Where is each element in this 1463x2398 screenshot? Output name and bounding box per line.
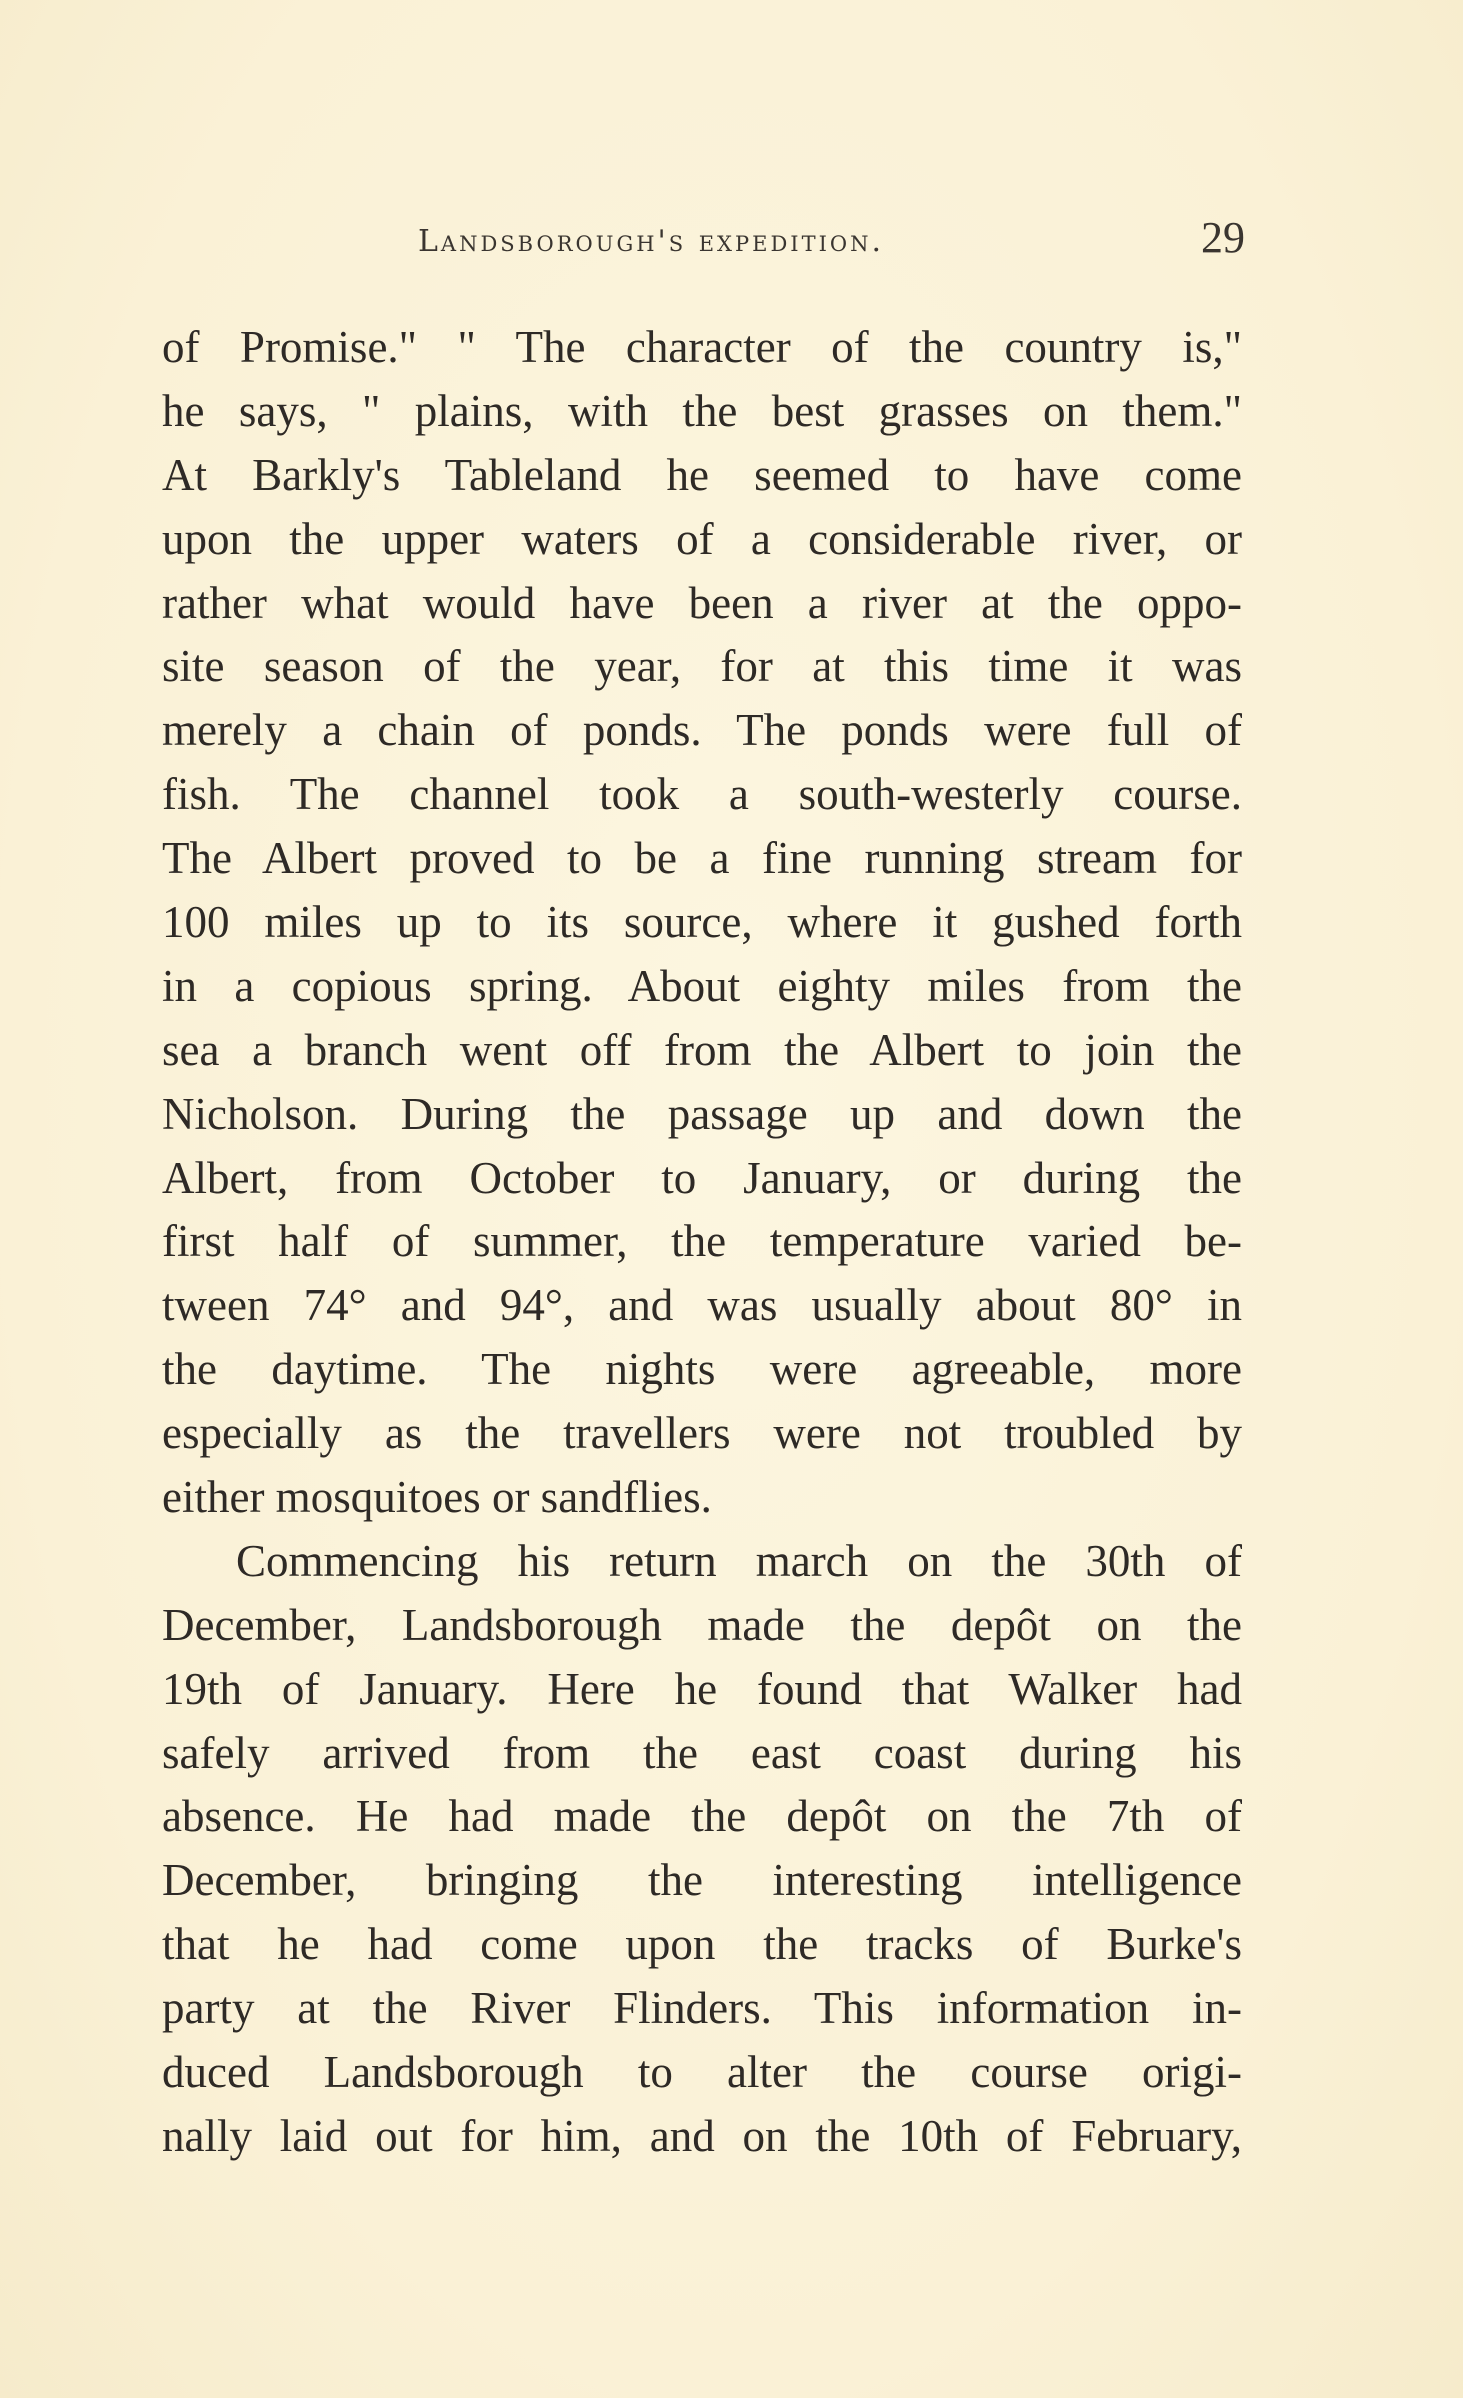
text-line: sea a branch went off from the Albert to join the xyxy=(162,1024,1242,1075)
text-line: 100 miles up to its source, where it gushed forth xyxy=(162,897,1242,948)
text-line: that he had come upon the tracks of Burke's xyxy=(162,1919,1242,1970)
running-title: Landsborough's expedition. xyxy=(418,224,885,259)
text-line: rather what would have been a river at the oppo- xyxy=(162,577,1242,628)
text-line: of Promise." " The character of the country is," xyxy=(162,322,1242,372)
body-text xyxy=(162,316,1242,2169)
text-line: absence. He had made the depôt on the 7th of xyxy=(162,1791,1242,1842)
text-line: The Albert proved to be a fine running stream for xyxy=(162,833,1242,884)
text-line: December, Landsborough made the depôt on the xyxy=(162,1599,1242,1650)
text-line: safely arrived from the east coast during his xyxy=(162,1727,1242,1778)
text-line: nally laid out for him, and on the 10th of February, xyxy=(162,2110,1242,2161)
text-line: he says, " plains, with the best grasses on them." xyxy=(162,385,1242,436)
text-line: 19th of January. Here he found that Walker had xyxy=(162,1663,1242,1714)
text-line: site season of the year, for at this time it was xyxy=(162,641,1242,692)
paragraph-2 xyxy=(162,1530,1242,2169)
text-line: merely a chain of ponds. The ponds were full of xyxy=(162,705,1242,756)
text-line: the daytime. The nights were agreeable, more xyxy=(162,1344,1242,1395)
running-head xyxy=(160,208,1245,278)
text-line: upon the upper waters of a considerable river, or xyxy=(162,513,1242,564)
paragraph-1 xyxy=(162,316,1242,1530)
text-line: tween 74° and 94°, and was usually about 80° in xyxy=(162,1280,1242,1331)
text-line: fish. The channel took a south-westerly course. xyxy=(162,769,1242,820)
page-number: 29 xyxy=(1201,213,1245,262)
text-line: December, bringing the interesting intelligence xyxy=(162,1855,1242,1906)
text-line: At Barkly's Tableland he seemed to have come xyxy=(162,449,1242,500)
text-line: Commencing his return march on the 30th of xyxy=(236,1535,1242,1586)
text-line: Nicholson. During the passage up and down the xyxy=(162,1088,1242,1139)
text-line: duced Landsborough to alter the course origi- xyxy=(162,2047,1242,2098)
text-line: in a copious spring. About eighty miles from the xyxy=(162,960,1242,1011)
text-line: especially as the travellers were not troubled by xyxy=(162,1408,1242,1459)
text-line: first half of summer, the temperature varied be- xyxy=(162,1216,1242,1267)
text-line: either mosquitoes or sandflies. xyxy=(162,1472,712,1523)
text-line: party at the River Flinders. This information in- xyxy=(162,1983,1242,2034)
text-line: Albert, from October to January, or during the xyxy=(162,1152,1242,1203)
